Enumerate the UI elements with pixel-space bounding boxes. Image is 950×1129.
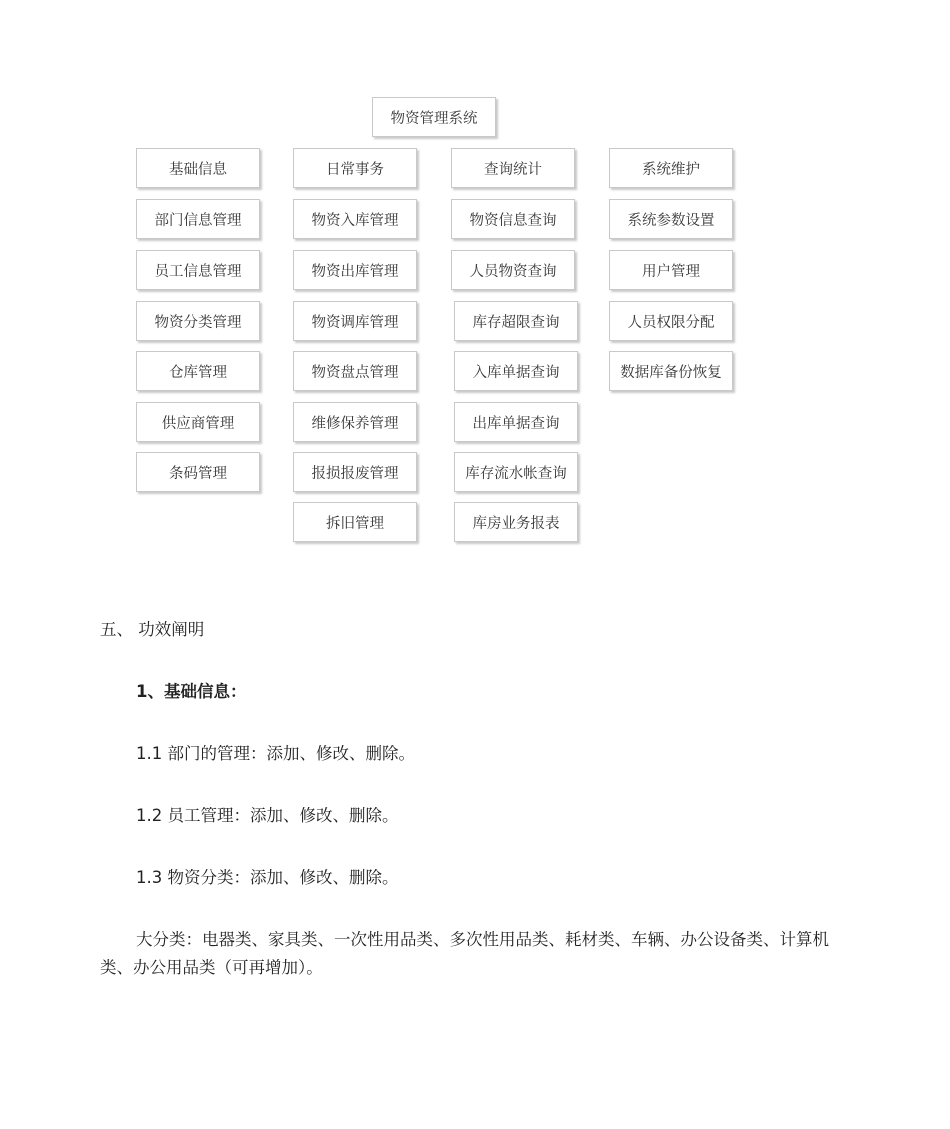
col2-item: 报损报废管理 xyxy=(293,452,417,492)
col2-item: 拆旧管理 xyxy=(293,502,417,542)
col4-item: 人员权限分配 xyxy=(609,301,733,341)
col1-item: 条码管理 xyxy=(136,452,260,492)
col3-item: 出库单据查询 xyxy=(454,402,578,442)
col2-header: 日常事务 xyxy=(293,148,417,188)
col2-item: 物资盘点管理 xyxy=(293,351,417,391)
col3-item: 库房业务报表 xyxy=(454,502,578,542)
col1-item: 供应商管理 xyxy=(136,402,260,442)
col1-item: 仓库管理 xyxy=(136,351,260,391)
col3-header: 查询统计 xyxy=(451,148,575,188)
col3-item: 库存超限查询 xyxy=(454,301,578,341)
col2-item: 物资入库管理 xyxy=(293,199,417,239)
col2-item: 物资调库管理 xyxy=(293,301,417,341)
paragraph: 1.2 员工管理：添加、修改、删除。 xyxy=(136,806,399,825)
col2-item: 维修保养管理 xyxy=(293,402,417,442)
col3-item: 库存流水帐查询 xyxy=(454,452,578,492)
col3-item: 人员物资查询 xyxy=(451,250,575,290)
col4-item: 用户管理 xyxy=(609,250,733,290)
col4-header: 系统维护 xyxy=(609,148,733,188)
col1-item: 部门信息管理 xyxy=(136,199,260,239)
col4-item: 数据库备份恢复 xyxy=(609,351,733,391)
paragraph: 1.1 部门的管理：添加、修改、删除。 xyxy=(136,744,415,763)
paragraph: 大分类：电器类、家具类、一次性用品类、多次性用品类、耗材类、车辆、办公设备类、计算机类、办公用品类（可再增加）。 xyxy=(100,930,829,977)
col1-item: 员工信息管理 xyxy=(136,250,260,290)
section-title: 五、 功效阐明 xyxy=(100,620,205,639)
col4-item: 系统参数设置 xyxy=(609,199,733,239)
col3-item: 入库单据查询 xyxy=(454,351,578,391)
col3-item: 物资信息查询 xyxy=(451,199,575,239)
paragraph: 1.3 物资分类：添加、修改、删除。 xyxy=(136,868,399,887)
diagram-root: 物资管理系统 xyxy=(372,97,496,137)
col1-item: 物资分类管理 xyxy=(136,301,260,341)
sub-heading: 1、基础信息： xyxy=(136,682,247,701)
col1-header: 基础信息 xyxy=(136,148,260,188)
col2-item: 物资出库管理 xyxy=(293,250,417,290)
